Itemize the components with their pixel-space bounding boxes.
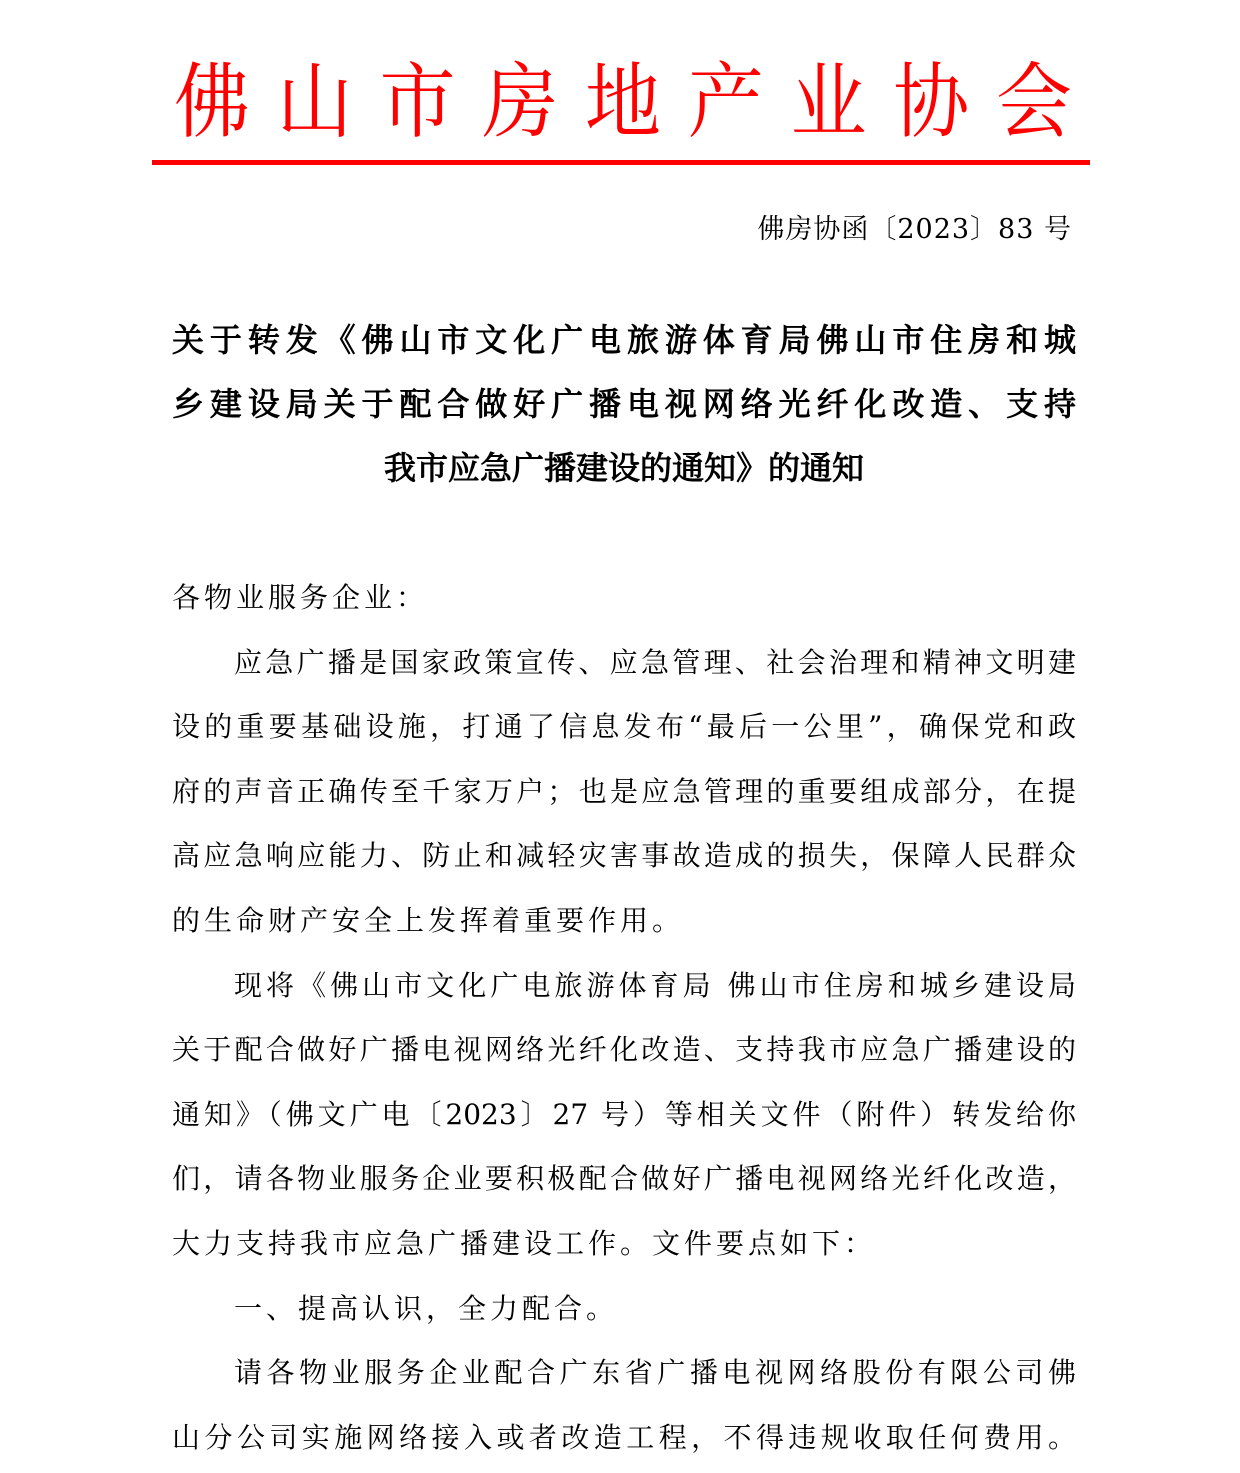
paragraph-line: 通知》（佛文广电〔2023〕27 号）等相关文件（附件）转发给你	[172, 1097, 1076, 1131]
title-line: 乡建设局关于配合做好广播电视网络光纤化改造、支持	[172, 385, 1076, 423]
paragraph-line: 关于配合做好广播电视网络光纤化改造、支持我市应急广播建设的	[172, 1033, 1076, 1067]
document-number: 佛房协函〔2023〕83 号	[757, 214, 1072, 245]
letterhead-char: 山	[276, 53, 353, 150]
letterhead-organization-name	[152, 52, 1090, 152]
letterhead-char: 市	[379, 53, 456, 150]
paragraph-line: 请各物业服务企业配合广东省广播电视网络股份有限公司佛	[234, 1356, 1076, 1390]
letterhead-char: 产	[687, 53, 764, 150]
letterhead-char: 地	[585, 53, 661, 150]
paragraph-line: 们，请各物业服务企业要积极配合做好广播电视网络光纤化改造，	[172, 1162, 1076, 1196]
letterhead-char: 房	[482, 53, 559, 150]
title-line: 关于转发《佛山市文化广电旅游体育局佛山市住房和城	[172, 321, 1076, 359]
paragraph-line: 设的重要基础设施，打通了信息发布“最后一公里”，确保党和政	[172, 710, 1076, 744]
salutation: 各物业服务企业：	[172, 581, 429, 614]
document-title	[172, 308, 1076, 500]
letterhead-char: 佛	[174, 53, 250, 150]
title-line: 我市应急广播建设的通知》的通知	[383, 449, 864, 487]
paragraph-line: 现将《佛山市文化广电旅游体育局 佛山市住房和城乡建设局	[234, 968, 1076, 1002]
letterhead-divider	[152, 160, 1090, 165]
document-body	[172, 566, 1076, 1470]
paragraph-line: 府的声音正确传至千家万户；也是应急管理的重要组成部分，在提	[172, 774, 1076, 808]
paragraph-line: 大力支持我市应急广播建设工作。文件要点如下：	[172, 1226, 877, 1260]
letterhead-char: 会	[996, 53, 1072, 150]
letterhead-char: 协	[893, 53, 970, 150]
section-heading: 一、提高认识，全力配合。	[234, 1291, 619, 1325]
paragraph-line: 高应急响应能力、防止和减轻灾害事故造成的损失，保障人民群众	[172, 839, 1076, 873]
paragraph-line: 应急广播是国家政策宣传、应急管理、社会治理和精神文明建	[234, 645, 1076, 679]
letterhead-char: 业	[790, 53, 867, 150]
paragraph-line: 的生命财产安全上发挥着重要作用。	[172, 903, 685, 937]
paragraph-line: 山分公司实施网络接入或者改造工程，不得违规收取任何费用。	[172, 1420, 1076, 1454]
